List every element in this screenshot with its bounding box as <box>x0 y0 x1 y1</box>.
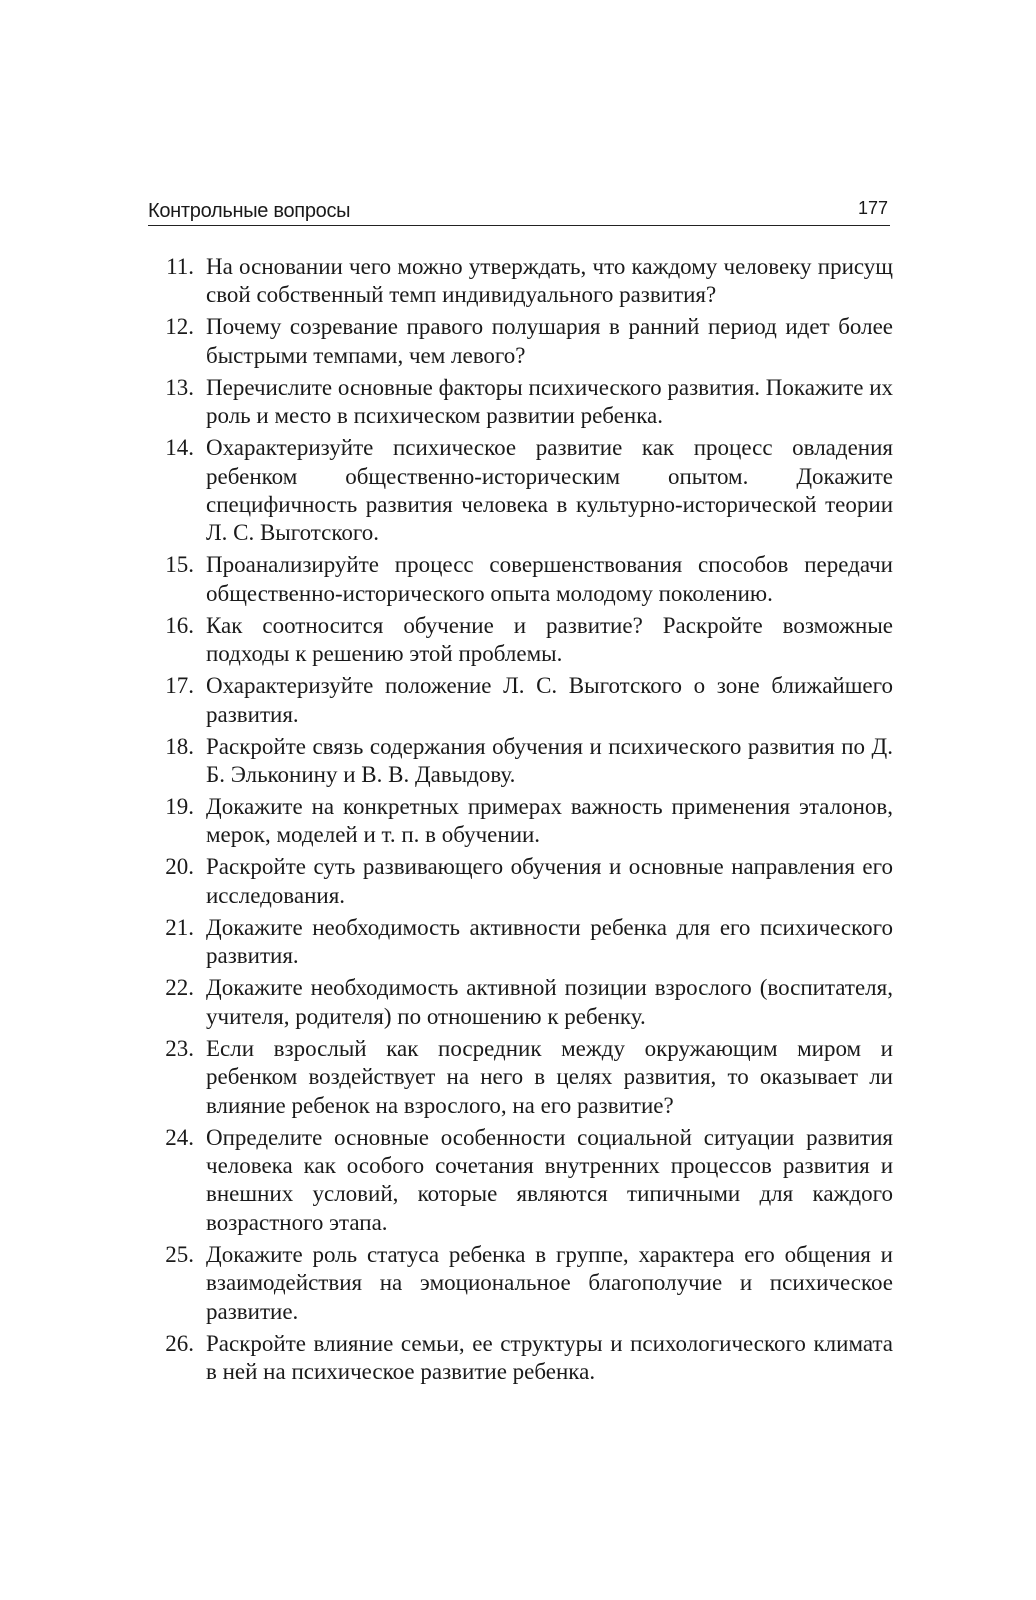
question-number: 16. <box>165 612 194 638</box>
question-item <box>148 374 893 431</box>
question-text: Определите основные особенности социальной ситуации развития человека как особого сочетания внутренних процессов развития и внешних условий, которые являются типичными для каждого возрастного этапа. <box>206 1124 893 1235</box>
page-number: 177 <box>857 198 888 218</box>
question-text: Докажите роль статуса ребенка в группе, характера его общения и взаимодействия на эмоциональное благополучие и психическое развитие. <box>206 1241 893 1324</box>
question-item <box>148 1035 893 1120</box>
question-item <box>148 974 893 1031</box>
question-item <box>148 793 893 850</box>
question-number: 26. <box>165 1330 194 1356</box>
question-item <box>148 853 893 910</box>
question-number: 20. <box>165 854 194 880</box>
question-item <box>148 551 893 608</box>
question-number: 11. <box>166 254 194 279</box>
question-number: 22. <box>165 975 194 1001</box>
question-number: 24. <box>165 1124 194 1150</box>
questions-list <box>148 253 893 1390</box>
question-text: Докажите необходимость активности ребенка для его психического развития. <box>206 914 893 969</box>
question-item <box>148 612 893 669</box>
question-number: 23. <box>165 1035 194 1061</box>
question-number: 25. <box>165 1241 194 1267</box>
question-text: Перечислите основные факторы психического развития. Покажите их роль и место в психическом развитии ребенка. <box>206 374 893 429</box>
question-text: Если взрослый как посредник между окружающим миром и ребенком воздействует на него в целях развития, то оказывает ли влияние ребенок на взрослого, на его развитие? <box>206 1035 893 1118</box>
question-text: Охарактеризуйте положение Л. С. Выготского о зоне ближайшего развития. <box>206 673 893 727</box>
question-number: 21. <box>165 914 194 940</box>
running-header <box>148 193 890 226</box>
question-item <box>148 1124 893 1238</box>
question-item <box>148 434 893 548</box>
question-item <box>148 914 893 971</box>
question-number: 19. <box>165 794 194 820</box>
question-number: 17. <box>165 673 194 699</box>
question-text: Раскройте суть развивающего обучения и основные направления его исследования. <box>206 854 893 908</box>
question-text: Докажите на конкретных примерах важность применения эталонов, мерок, моделей и т. п. в обучении. <box>206 794 893 848</box>
question-item <box>148 253 893 310</box>
question-number: 18. <box>165 733 194 759</box>
question-text: Докажите необходимость активной позиции взрослого (воспитателя, учителя, родителя) по отношению к ребенку. <box>206 975 893 1029</box>
question-item <box>148 1241 893 1326</box>
question-item <box>148 1330 893 1387</box>
running-title: Контрольные вопросы <box>148 200 351 222</box>
question-item <box>148 733 893 790</box>
question-text: Раскройте связь содержания обучения и психического развития по Д. Б. Эльконину и В. В. Давыдову. <box>206 733 893 788</box>
question-text: Как соотносится обучение и развитие? Раскройте возможные подходы к решению этой проблемы. <box>206 612 893 667</box>
question-item <box>148 672 893 729</box>
question-text: Почему созревание правого полушария в ранний период идет более быстрыми темпами, чем левого? <box>206 314 893 368</box>
question-text: Проанализируйте процесс совершенствования способов передачи общественно-исторического опыта молодому поколению. <box>206 552 893 606</box>
question-number: 15. <box>165 552 194 578</box>
question-text: Охарактеризуйте психическое развитие как процесс овладения ребенком общественно-историческим опытом. Докажите специфичность развития человека в культурно-исторической теории Л. С. Выготского. <box>206 435 893 546</box>
question-text: Раскройте влияние семьи, ее структуры и психологического климата в ней на психическое развитие ребенка. <box>206 1330 893 1384</box>
question-number: 13. <box>165 374 194 400</box>
question-item <box>148 313 893 370</box>
question-number: 14. <box>165 435 194 461</box>
question-text: На основании чего можно утверждать, что каждому человеку присущ свой собственный темп индивидуального развития? <box>206 254 893 308</box>
question-number: 12. <box>165 314 194 340</box>
